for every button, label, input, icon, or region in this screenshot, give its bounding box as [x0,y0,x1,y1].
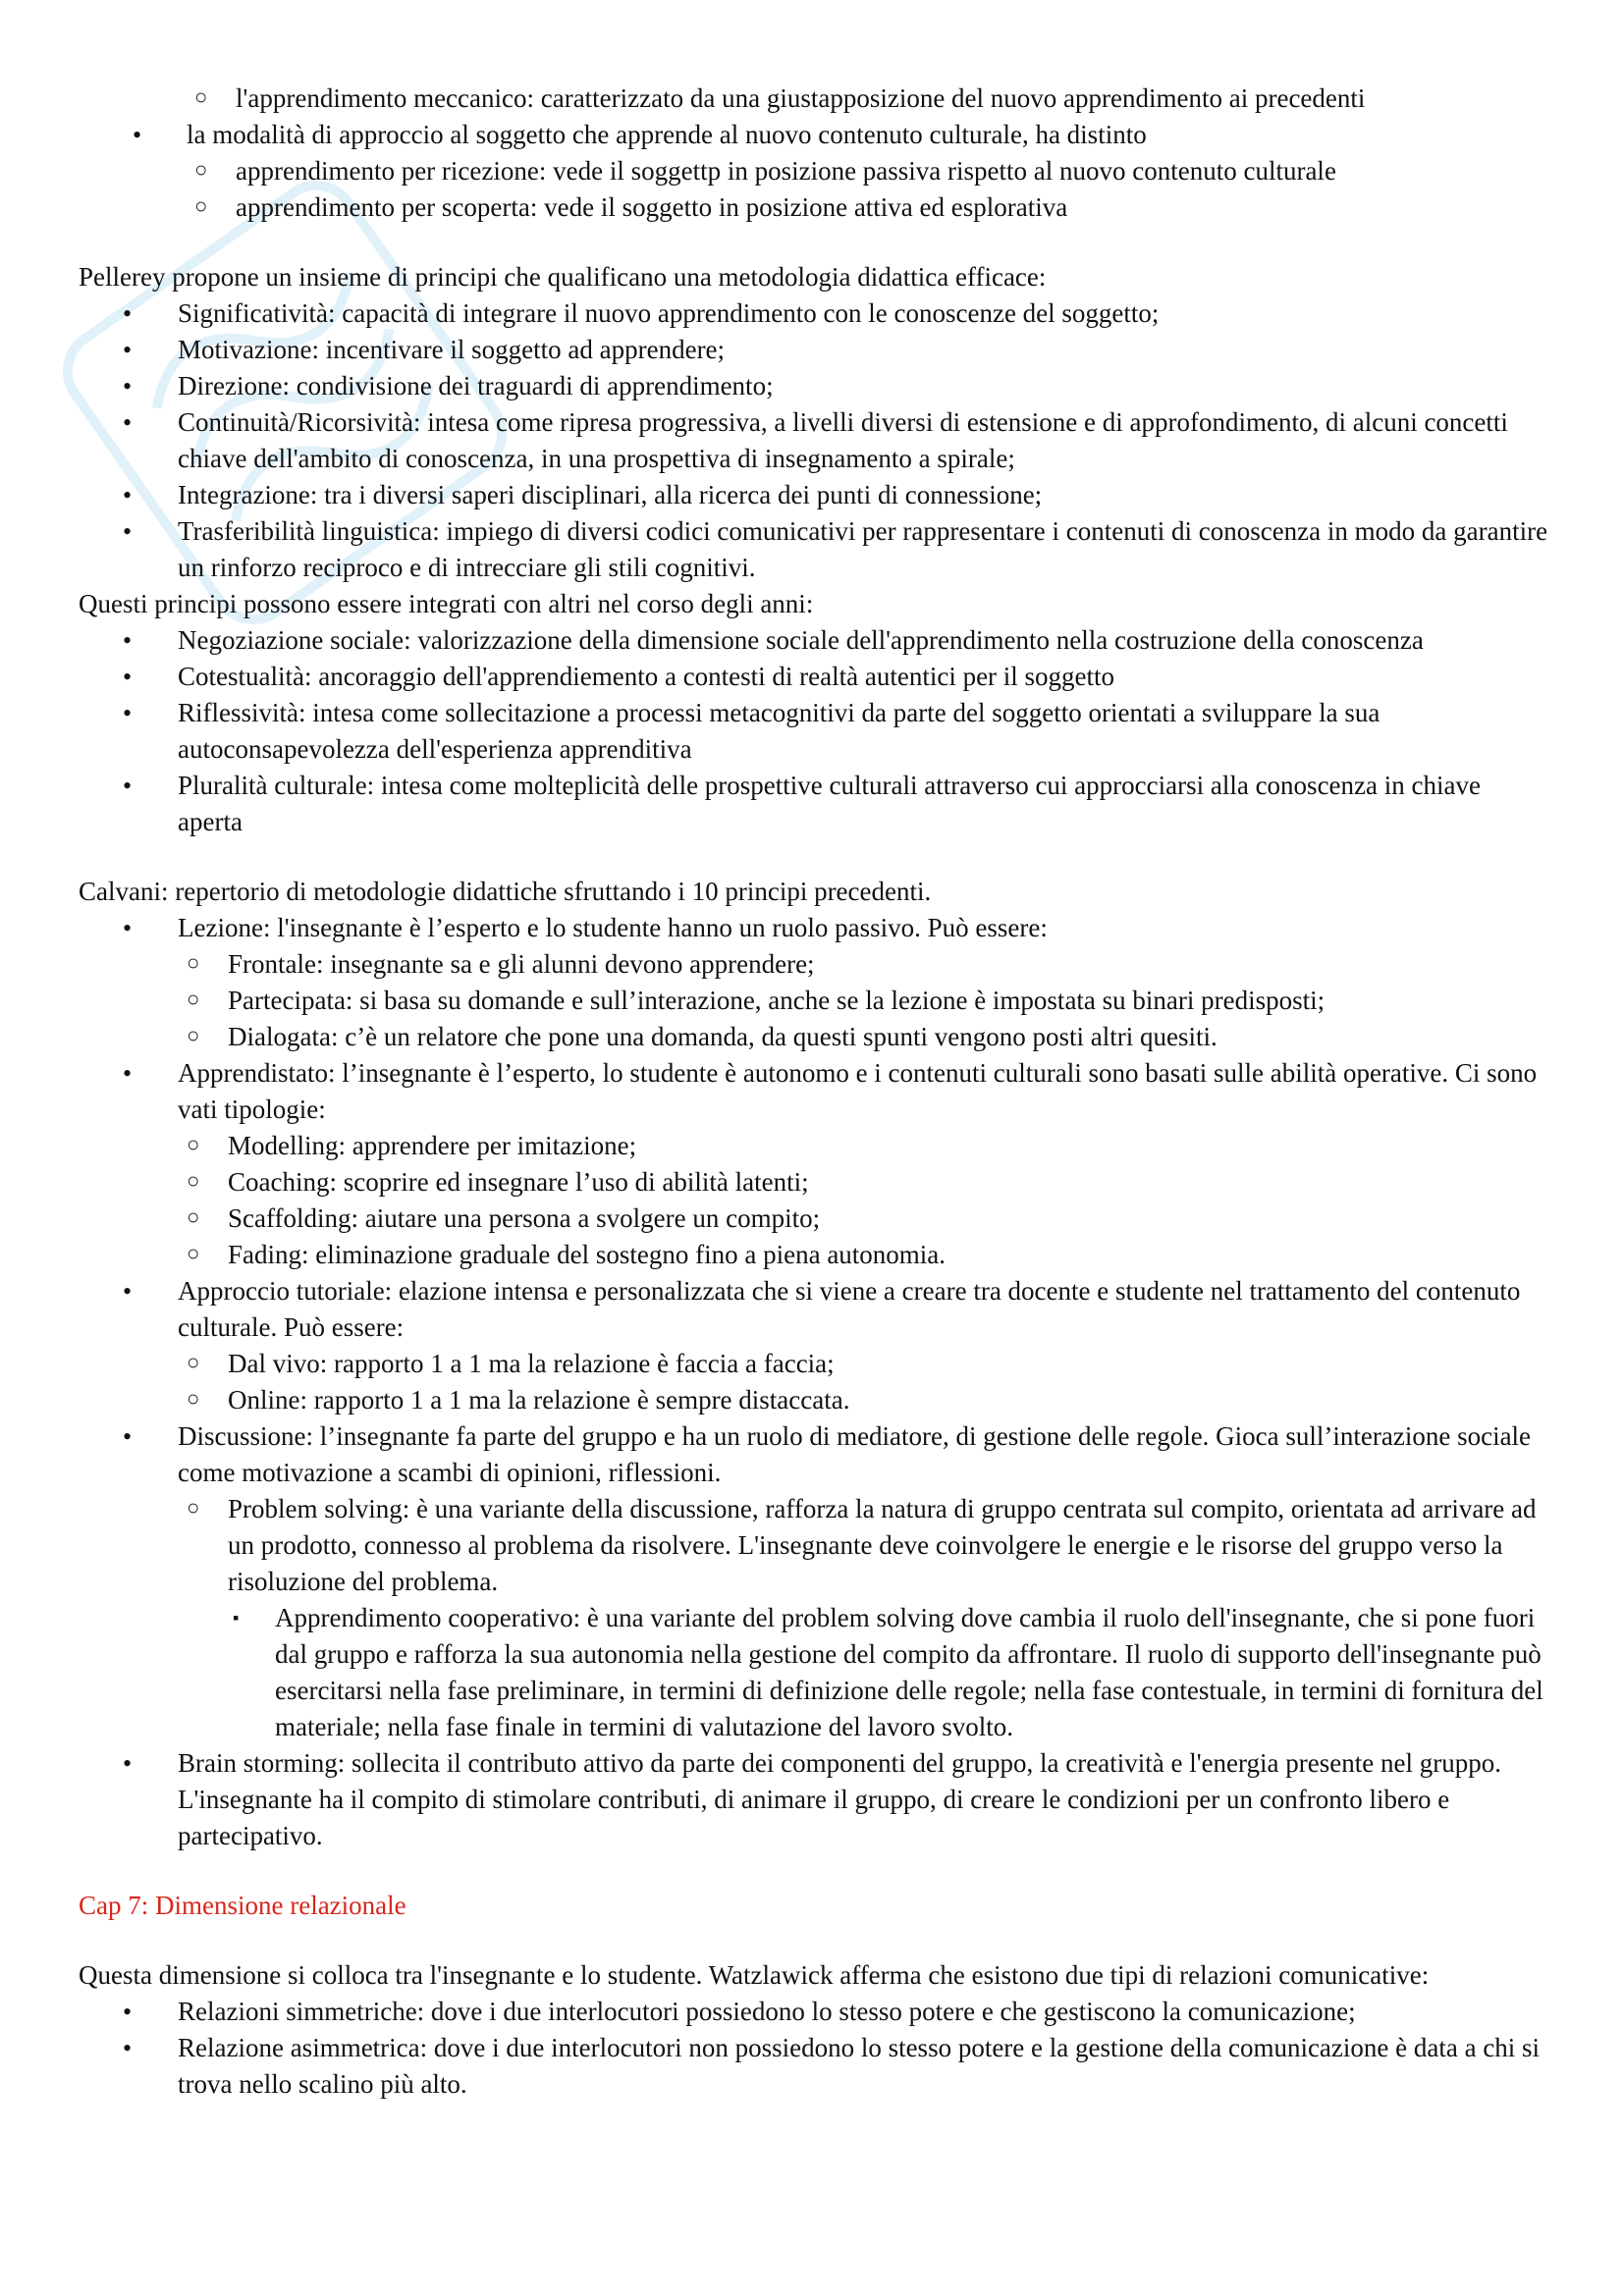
list-item: • Direzione: condivisione dei traguardi di apprendimento; [123,371,774,400]
list-item: ○ Coaching: scoprire ed insegnare l’uso di abilità latenti; [187,1167,809,1197]
list-item: • Pluralità culturale: intesa come molteplicità delle prospettive culturali attraverso cui approcciarsi alla conoscenza in chiave aperta [123,771,1481,836]
list-item: ○ Fading: eliminazione graduale del sostegno fino a piena autonomia. [187,1240,947,1269]
calvani-lead: Calvani: repertorio di metodologie didattiche sfruttando i 10 principi precedenti. [79,877,932,906]
list-item: • Significatività: capacità di integrare il nuovo apprendimento con le conoscenze del soggetto; [123,298,1160,328]
list-item: • Lezione: l'insegnante è l’esperto e lo studente hanno un ruolo passivo. Può essere: [123,913,1048,942]
chapter-heading: Cap 7: Dimensione relazionale [79,1891,406,1920]
cap7-lead: Questa dimensione si colloca tra l'insegnante e lo studente. Watzlawick afferma che esistono due tipi di relazioni comunicative: [79,1960,1430,1990]
calvani-list [79,910,1551,1854]
list-item: ○ Frontale: insegnante sa e gli alunni devono apprendere; [187,949,815,979]
list-item: • Continuità/Ricorsività: intesa come ripresa progressiva, a livelli diversi di estensione e di approfondimento, di alcuni concetti chiave dell'ambito di conoscenza, in una prospettiva di insegnamento a spirale; [123,407,1508,473]
intro-list [79,80,1551,226]
list-item: • la modalità di approccio al soggetto che apprende al nuovo contenuto culturale, ha distinto [133,120,1147,149]
list-item: • Trasferibilità linguistica: impiego di diversi codici comunicativi per rappresentare i contenuti di conoscenza in modo da garantire un rinforzo reciproco e di intrecciare gli stili cognitivi. [123,516,1548,582]
list-item: • Approccio tutoriale: elazione intensa e personalizzata che si viene a creare tra docente e studente nel trattamento del contenuto culturale. Può essere: [123,1276,1521,1342]
list-item: • Integrazione: tra i diversi saperi disciplinari, alla ricerca dei punti di connessione; [123,480,1043,509]
list-item: ○ Partecipata: si basa su domande e sull’interazione, anche se la lezione è impostata su binari predisposti; [187,986,1325,1015]
list-item: ○ apprendimento per ricezione: vede il soggettp in posizione passiva rispetto al nuovo contenuto culturale [194,156,1336,186]
list-item: • Motivazione: incentivare il soggetto ad apprendere; [123,335,726,364]
list-item: • Relazione asimmetrica: dove i due interlocutori non possiedono lo stesso potere e la gestione della comunicazione è data a chi si trova nello scalino più alto. [123,2033,1541,2099]
list-item: • Brain storming: sollecita il contributo attivo da parte dei componenti del gruppo, la creatività e l'energia presente nel gruppo. L'insegnante ha il compito di stimolare contributi, di animare il gruppo, di creare le condizioni per un confronto libero e partecipativo. [123,1748,1501,1850]
altri-list [79,622,1551,840]
cap7-list [79,1994,1551,2103]
list-item: ○ Problem solving: è una variante della discussione, rafforza la natura di gruppo centrata sul compito, orientata ad arrivare ad un prodotto, connesso al problema da risolvere. L'insegnante deve coinvolgere le energie e le risorse del gruppo verso la risoluzione del problema. [187,1494,1537,1596]
list-item: ○ Dal vivo: rapporto 1 a 1 ma la relazione è faccia a faccia; [187,1349,835,1378]
list-item: ▪ Apprendimento cooperativo: è una variante del problem solving dove cambia il ruolo dell'insegnante, che si pone fuori dal gruppo e rafforza la sua autonomia nella gestione del compito da affrontare. Il ruolo di supporto dell'insegnante può esercitarsi nella fase preliminare, in termini di definizione delle regole; nella fase contestuale, in termini di fornitura del materiale; nella fase finale in termini di valutazione del lavoro svolto. [233,1603,1543,1741]
list-item: ○ l'apprendimento meccanico: caratterizzato da una giustapposizione del nuovo apprendimento ai precedenti [194,83,1366,113]
list-item: • Apprendistato: l’insegnante è l’esperto, lo studente è autonomo e i contenuti culturali sono basati sulle abilità operative. Ci sono vati tipologie: [123,1058,1538,1124]
list-item: • Negoziazione sociale: valorizzazione della dimensione sociale dell'apprendimento nella costruzione della conoscenza [123,625,1424,655]
list-item: ○ Scaffolding: aiutare una persona a svolgere un compito; [187,1203,821,1233]
list-item: • Discussione: l’insegnante fa parte del gruppo e ha un ruolo di mediatore, di gestione delle regole. Gioca sull’interazione sociale come motivazione a scambi di opinioni, riflessioni. [123,1421,1532,1487]
list-item: ○ Modelling: apprendere per imitazione; [187,1131,637,1160]
altri-lead: Questi principi possono essere integrati con altri nel corso degli anni: [79,589,814,618]
list-item: • Riflessività: intesa come sollecitazione a processi metacognitivi da parte del soggetto orientati a sviluppare la sua autoconsapevolezza dell'esperienza apprenditiva [123,698,1380,764]
list-item: • Cotestualità: ancoraggio dell'apprendiemento a contesti di realtà autentici per il soggetto [123,662,1115,691]
list-item: ○ Online: rapporto 1 a 1 ma la relazione è sempre distaccata. [187,1385,850,1415]
document-body [79,80,1551,2103]
list-item: ○ apprendimento per scoperta: vede il soggetto in posizione attiva ed esplorativa [194,192,1068,222]
pellerey-lead: Pellerey propone un insieme di principi che qualificano una metodologia didattica efficace: [79,262,1047,292]
pellerey-list [79,295,1551,586]
list-item: ○ Dialogata: c’è un relatore che pone una domanda, da questi spunti vengono posti altri quesiti. [187,1022,1217,1051]
list-item: • Relazioni simmetriche: dove i due interlocutori possiedono lo stesso potere e che gestiscono la comunicazione; [123,1997,1356,2026]
